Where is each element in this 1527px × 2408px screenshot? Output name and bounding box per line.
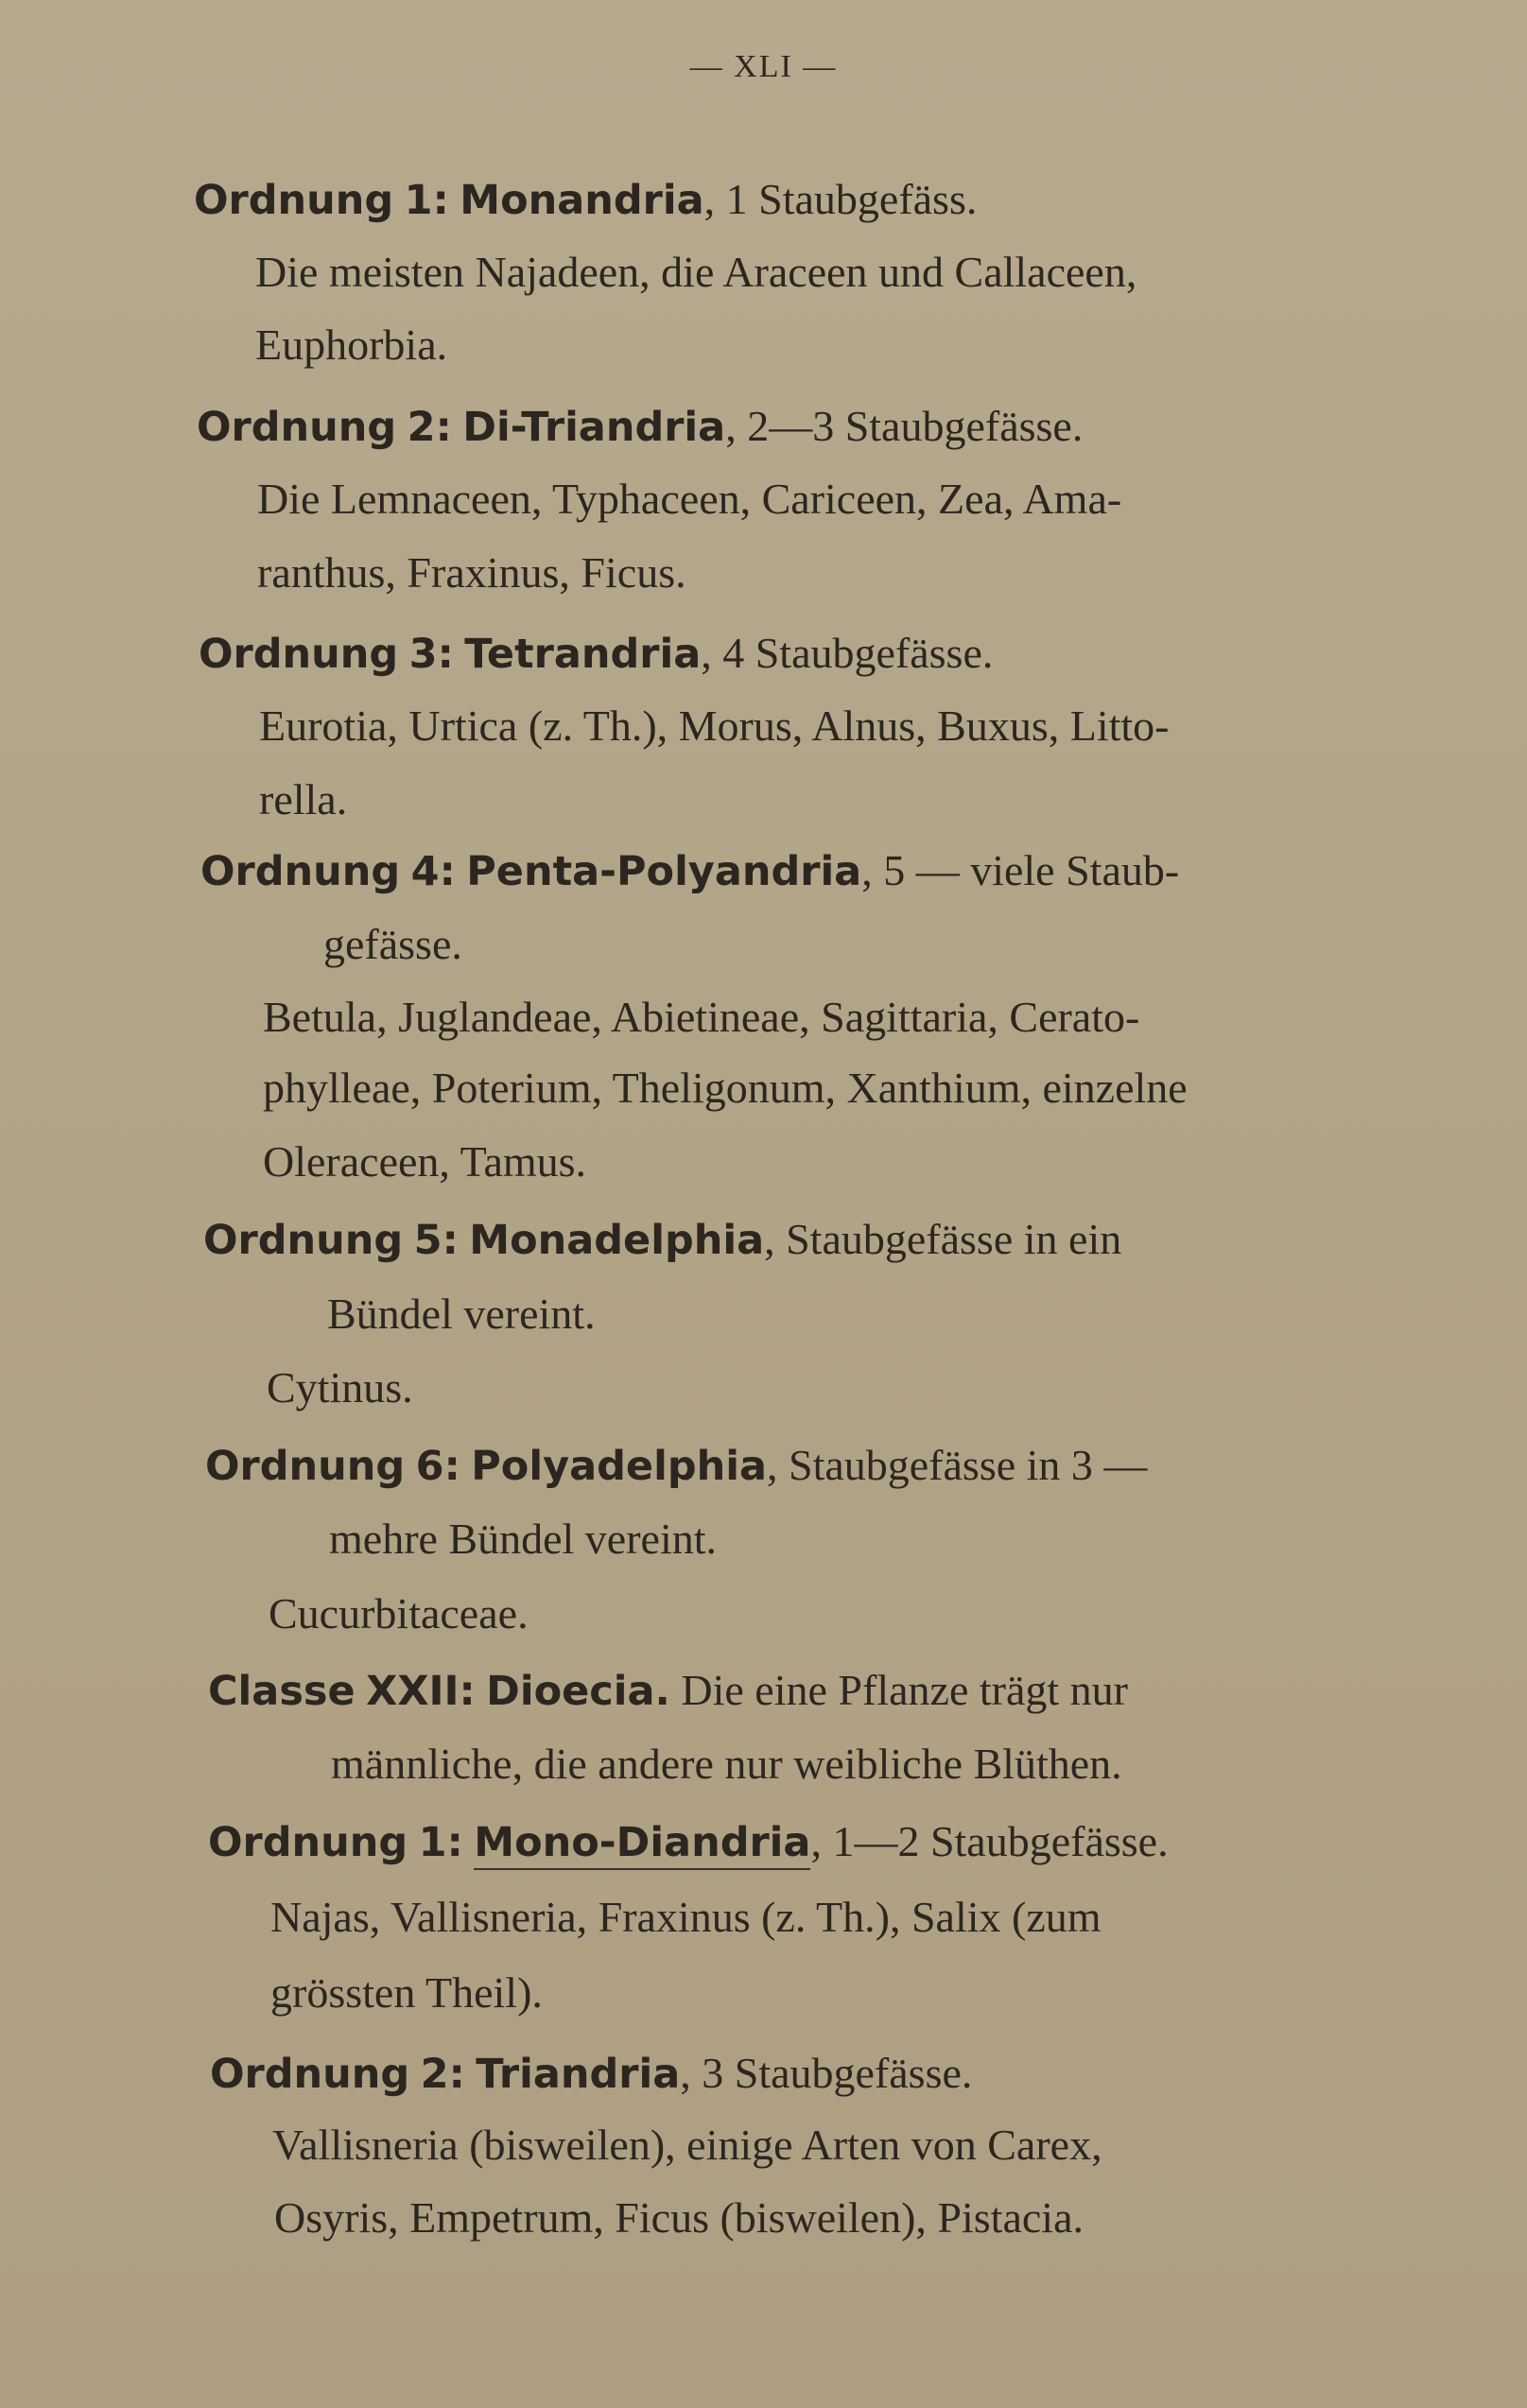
heading-name: Triandria (476, 2051, 681, 2098)
text-line: ranthus, Fraxinus, Ficus. (257, 548, 686, 597)
text-line: Die meisten Najadeen, die Araceen und Callaceen, (255, 248, 1137, 296)
heading-number: 5: (413, 1217, 459, 1264)
heading-name: Mono-Diandria (474, 1819, 810, 1870)
text-line: Bündel vereint. (327, 1290, 596, 1338)
heading-classe-xxii (208, 1666, 1128, 1715)
heading-name: Tetrandria (464, 631, 702, 678)
heading-name: Di-Triandria (462, 404, 726, 451)
heading-ordnung-1-dioecia (208, 1817, 1169, 1866)
heading-label: Ordnung (197, 404, 397, 451)
heading-description: , 5 — viele Staub- (861, 846, 1180, 894)
heading-description: , Staubgefässe in 3 — (766, 1441, 1148, 1489)
text-line: rella. (259, 775, 348, 823)
heading-description: , 3 Staubgefässe. (680, 2049, 973, 2097)
heading-name: Monandria (460, 177, 704, 224)
heading-number: 2: (420, 2051, 465, 2098)
text-line: Osyris, Empetrum, Ficus (bisweilen), Pistacia. (274, 2193, 1084, 2242)
text-line: Cytinus. (267, 1363, 413, 1412)
heading-ordnung-1 (194, 175, 978, 224)
heading-description: , 1 Staubgefäss. (703, 175, 978, 223)
heading-number: 3: (408, 631, 454, 678)
heading-label: Ordnung (208, 1819, 408, 1866)
heading-ordnung-2 (197, 402, 1084, 451)
text-line: Oleraceen, Tamus. (263, 1137, 587, 1186)
text-line: Betula, Juglandeae, Abietineae, Sagittaria, Cerato- (263, 993, 1140, 1041)
heading-description: , Staubgefässe in ein (764, 1215, 1122, 1263)
heading-description: , 4 Staubgefässe. (701, 629, 994, 677)
text-line: Vallisneria (bisweilen), einige Arten von Carex, (272, 2121, 1102, 2169)
text-line: männliche, die andere nur weibliche Blüthen. (331, 1740, 1122, 1788)
heading-description: , 1—2 Staubgefässe. (810, 1817, 1169, 1865)
heading-number: 2: (407, 404, 452, 451)
text-line: Eurotia, Urtica (z. Th.), Morus, Alnus, Buxus, Litto- (259, 702, 1170, 750)
text-line: grössten Theil). (270, 1968, 543, 2017)
heading-label: Ordnung (205, 1443, 406, 1490)
text-line: gefässe. (323, 920, 462, 968)
heading-name: Dioecia. (486, 1668, 670, 1715)
page-number: — XLI — (689, 49, 838, 84)
text-line: phylleae, Poterium, Theligonum, Xanthium, einzelne (263, 1064, 1188, 1112)
heading-ordnung-6 (205, 1441, 1148, 1490)
heading-number: XXII: (366, 1668, 476, 1715)
heading-label: Ordnung (194, 177, 394, 224)
heading-number: 1: (418, 1819, 463, 1866)
text-line: Euphorbia. (255, 320, 448, 369)
heading-number: 4: (410, 848, 456, 895)
heading-label: Ordnung (199, 631, 399, 678)
heading-label: Ordnung (203, 1217, 404, 1264)
text-line: Cucurbitaceae. (269, 1589, 529, 1637)
heading-label: Ordnung (200, 848, 401, 895)
heading-label: Ordnung (210, 2051, 410, 2098)
heading-number: 6: (415, 1443, 460, 1490)
heading-description: , 2—3 Staubgefässe. (725, 402, 1084, 450)
heading-ordnung-3 (199, 629, 994, 678)
text-line: mehre Bündel vereint. (329, 1515, 718, 1563)
heading-ordnung-2-dioecia (210, 2049, 973, 2098)
text-line: Die Lemnaceen, Typhaceen, Cariceen, Zea, Ama- (257, 475, 1122, 523)
heading-number: 1: (404, 177, 449, 224)
heading-label: Classe (208, 1668, 356, 1715)
heading-ordnung-5 (203, 1215, 1122, 1264)
heading-name: Monadelphia (469, 1217, 765, 1264)
text-line: Najas, Vallisneria, Fraxinus (z. Th.), Salix (zum (270, 1893, 1102, 1941)
heading-description: Die eine Pflanze trägt nur (669, 1666, 1128, 1714)
heading-ordnung-4 (200, 846, 1180, 895)
heading-name: Penta-Polyandria (466, 848, 862, 895)
heading-name: Polyadelphia (471, 1443, 767, 1490)
